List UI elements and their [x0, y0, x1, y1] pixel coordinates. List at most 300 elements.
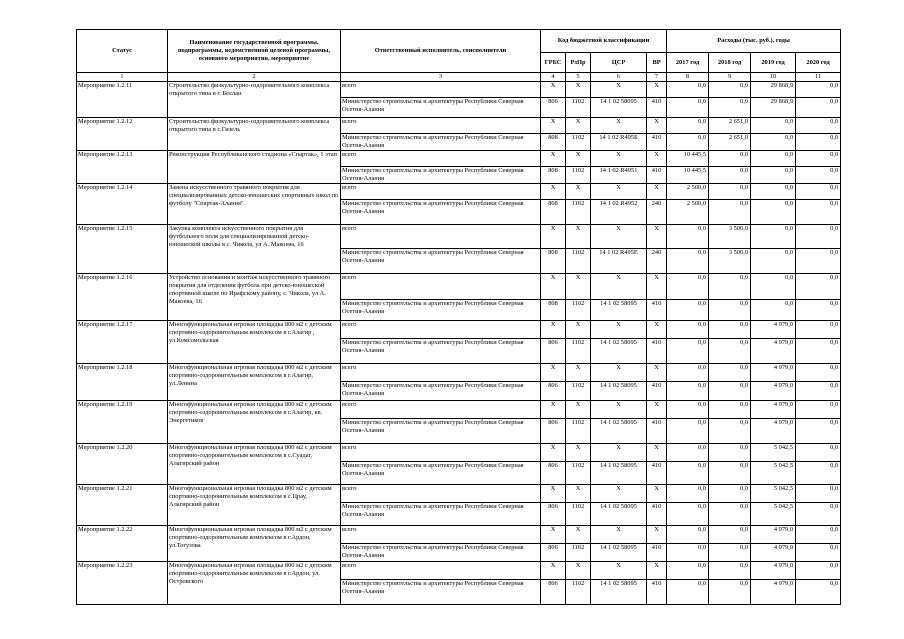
rzpr-cell: X	[566, 401, 591, 419]
document-page	[76, 29, 841, 605]
csr-cell: X	[591, 526, 647, 544]
expenses-table	[76, 29, 841, 605]
activity-name-cell: Многофункциональная игровая площадка 800 м2 с детским спортивно-оздоровительным комплексом в г.Ардон, ул. Островского	[168, 562, 341, 605]
y2018-cell: 0,0	[709, 200, 751, 225]
y2019-cell: 5 042,5	[751, 503, 796, 526]
executor-ministry-cell: Министерство строительства и архитектуры Республики Северная Осетия-Алания	[341, 580, 541, 605]
y2019-cell: 0,0	[751, 134, 796, 151]
status-cell: Мероприятие 1.2.15	[77, 225, 168, 274]
grbs-cell: X	[541, 274, 566, 300]
y2020-cell: 0,0	[796, 503, 841, 526]
executor-ministry-cell: Министерство строительства и архитектуры Республики Северная Осетия-Алания	[341, 98, 541, 118]
y2020-cell: 0,0	[796, 200, 841, 225]
grbs-cell: 806	[541, 544, 566, 562]
csr-cell: 14 1 02 58095	[591, 419, 647, 444]
header-vr: ВР	[647, 53, 667, 73]
y2020-cell: 0,0	[796, 485, 841, 503]
y2017-cell: 2 500,0	[667, 200, 709, 225]
y2017-cell: 0,0	[667, 98, 709, 118]
y2018-cell: 0,0	[709, 382, 751, 401]
y2020-cell: 0,0	[796, 321, 841, 339]
rzpr-cell: 1102	[566, 249, 591, 274]
table-row	[77, 321, 841, 339]
executor-total-cell: всего	[341, 364, 541, 382]
y2017-cell: 0,0	[667, 580, 709, 605]
grbs-cell: X	[541, 562, 566, 580]
y2017-cell: 0,0	[667, 419, 709, 444]
executor-ministry-cell: Министерство строительства и архитектуры Республики Северная Осетия-Алания	[341, 167, 541, 184]
y2020-cell: 0,0	[796, 419, 841, 444]
header-status: Статус	[77, 30, 168, 73]
rzpr-cell: X	[566, 444, 591, 462]
column-number-cell: 7	[647, 73, 667, 82]
y2018-cell: 3 500,0	[709, 249, 751, 274]
y2019-cell: 0,0	[751, 151, 796, 167]
csr-cell: 14 1 02 58095	[591, 300, 647, 321]
y2018-cell: 0,0	[709, 503, 751, 526]
csr-cell: X	[591, 274, 647, 300]
csr-cell: X	[591, 118, 647, 134]
y2019-cell: 29 868,9	[751, 98, 796, 118]
y2017-cell: 0,0	[667, 544, 709, 562]
y2018-cell: 0,0	[709, 167, 751, 184]
y2017-cell: 0,0	[667, 82, 709, 98]
header-2017: 2017 год	[667, 53, 709, 73]
header-2018: 2018 год	[709, 53, 751, 73]
rzpr-cell: 1102	[566, 167, 591, 184]
header-2019: 2019 год	[751, 53, 796, 73]
y2020-cell: 0,0	[796, 382, 841, 401]
column-number-cell: 11	[796, 73, 841, 82]
y2020-cell: 0,0	[796, 300, 841, 321]
activity-name-cell: Строительство физкультурно-оздоровительного комплекса открытого типа в с.Гизель	[168, 118, 341, 151]
status-cell: Мероприятие 1.2.22	[77, 526, 168, 562]
y2017-cell: 0,0	[667, 485, 709, 503]
y2019-cell: 0,0	[751, 118, 796, 134]
vr-cell: X	[647, 274, 667, 300]
csr-cell: 14 1 02 58095	[591, 382, 647, 401]
y2018-cell: 2 651,0	[709, 134, 751, 151]
column-number-cell: 10	[751, 73, 796, 82]
y2017-cell: 0,0	[667, 364, 709, 382]
y2017-cell: 0,0	[667, 462, 709, 485]
y2018-cell: 0,0	[709, 462, 751, 485]
grbs-cell: 806	[541, 419, 566, 444]
activity-name-cell: Реконструкция Республиканского стадиона «Спартак», 1 этап	[168, 151, 341, 184]
y2020-cell: 0,0	[796, 526, 841, 544]
y2019-cell: 5 042,5	[751, 444, 796, 462]
status-cell: Мероприятие 1.2.12	[77, 118, 168, 151]
vr-cell: 240	[647, 200, 667, 225]
vr-cell: X	[647, 485, 667, 503]
rzpr-cell: 1102	[566, 134, 591, 151]
csr-cell: 14 1 02 58095	[591, 580, 647, 605]
rzpr-cell: X	[566, 118, 591, 134]
csr-cell: X	[591, 82, 647, 98]
grbs-cell: X	[541, 444, 566, 462]
executor-total-cell: всего	[341, 526, 541, 544]
vr-cell: X	[647, 321, 667, 339]
header-2020: 2020 год	[796, 53, 841, 73]
executor-ministry-cell: Министерство строительства и архитектуры Республики Северная Осетия-Алания	[341, 200, 541, 225]
activity-name-cell: Строительство физкультурно-оздоровительного комплекса открытого типа в г. Беслан	[168, 82, 341, 118]
y2020-cell: 0,0	[796, 167, 841, 184]
executor-total-cell: всего	[341, 444, 541, 462]
vr-cell: 410	[647, 419, 667, 444]
status-cell: Мероприятие 1.2.23	[77, 562, 168, 605]
rzpr-cell: X	[566, 225, 591, 249]
activity-name-cell: Многофункциональная игровая площадка 800 м2 с детским спортивно-оздоровительным комплексом в г.Алагир, ул.Ленина	[168, 364, 341, 401]
csr-cell: X	[591, 225, 647, 249]
vr-cell: 410	[647, 544, 667, 562]
rzpr-cell: 1102	[566, 503, 591, 526]
table-row	[77, 401, 841, 419]
csr-cell: X	[591, 485, 647, 503]
y2017-cell: 10 445,5	[667, 167, 709, 184]
vr-cell: X	[647, 82, 667, 98]
status-cell: Мероприятие 1.2.18	[77, 364, 168, 401]
rzpr-cell: 1102	[566, 98, 591, 118]
y2017-cell: 0,0	[667, 134, 709, 151]
csr-cell: X	[591, 444, 647, 462]
executor-total-cell: всего	[341, 274, 541, 300]
activity-name-cell: Многофункциональная игровая площадка 800 м2 с детским спортивно-оздоровительным комплексом в г.Ардон, ул.Тогузова	[168, 526, 341, 562]
executor-ministry-cell: Министерство строительства и архитектуры Республики Северная Осетия-Алания	[341, 339, 541, 364]
table-row	[77, 364, 841, 382]
vr-cell: 410	[647, 300, 667, 321]
grbs-cell: X	[541, 225, 566, 249]
grbs-cell: X	[541, 118, 566, 134]
status-cell: Мероприятие 1.2.17	[77, 321, 168, 364]
y2019-cell: 4 979,0	[751, 580, 796, 605]
grbs-cell: X	[541, 82, 566, 98]
y2019-cell: 4 979,0	[751, 419, 796, 444]
vr-cell: X	[647, 184, 667, 200]
csr-cell: 14 1 02 58095	[591, 544, 647, 562]
rzpr-cell: X	[566, 274, 591, 300]
y2020-cell: 0,0	[796, 151, 841, 167]
executor-ministry-cell: Министерство строительства и архитектуры Республики Северная Осетия-Алания	[341, 134, 541, 151]
y2020-cell: 0,0	[796, 364, 841, 382]
y2019-cell: 0,0	[751, 200, 796, 225]
y2019-cell: 4 979,0	[751, 526, 796, 544]
csr-cell: 14 1 02 R4952	[591, 200, 647, 225]
vr-cell: X	[647, 526, 667, 544]
vr-cell: X	[647, 225, 667, 249]
y2019-cell: 0,0	[751, 300, 796, 321]
column-number-cell: 2	[168, 73, 341, 82]
header-executor: Ответственный исполнитель, соисполнители	[341, 30, 541, 73]
rzpr-cell: X	[566, 151, 591, 167]
executor-ministry-cell: Министерство строительства и архитектуры Республики Северная Осетия-Алания	[341, 300, 541, 321]
csr-cell: X	[591, 364, 647, 382]
y2020-cell: 0,0	[796, 225, 841, 249]
executor-ministry-cell: Министерство строительства и архитектуры Республики Северная Осетия-Алания	[341, 462, 541, 485]
vr-cell: 410	[647, 167, 667, 184]
grbs-cell: 806	[541, 462, 566, 485]
header-csr: ЦСР	[591, 53, 647, 73]
y2020-cell: 0,0	[796, 274, 841, 300]
table-row	[77, 225, 841, 249]
table-body	[77, 82, 841, 605]
table-row	[77, 151, 841, 167]
vr-cell: X	[647, 151, 667, 167]
grbs-cell: 808	[541, 134, 566, 151]
y2018-cell: 0,0	[709, 444, 751, 462]
activity-name-cell: Закупка комплекта искусственного покрытия для футбольного поля для специализированной детско-юношеской школы в с. Чикола, ул А. Макоева, 16	[168, 225, 341, 274]
vr-cell: 410	[647, 134, 667, 151]
executor-ministry-cell: Министерство строительства и архитектуры Республики Северная Осетия-Алания	[341, 249, 541, 274]
activity-name-cell: Замена искусственного травяного покрытия для специализированных детско-юношеских спортивных школ по футболу "Спартак-Алания"	[168, 184, 341, 225]
y2020-cell: 0,0	[796, 118, 841, 134]
grbs-cell: X	[541, 184, 566, 200]
csr-cell: X	[591, 151, 647, 167]
header-expenses: Расходы (тыс. руб.), годы	[667, 30, 841, 53]
status-cell: Мероприятие 1.2.19	[77, 401, 168, 444]
grbs-cell: 806	[541, 382, 566, 401]
column-number-cell: 1	[77, 73, 168, 82]
rzpr-cell: 1102	[566, 419, 591, 444]
activity-name-cell: Многофункциональная игровая площадка 800 м2 с детским спортивно-оздоровительным комплексом в с.Суадаг, Алагирский район	[168, 444, 341, 485]
y2019-cell: 4 979,0	[751, 544, 796, 562]
rzpr-cell: 1102	[566, 462, 591, 485]
status-cell: Мероприятие 1.2.21	[77, 485, 168, 526]
executor-ministry-cell: Министерство строительства и архитектуры Республики Северная Осетия-Алания	[341, 382, 541, 401]
y2018-cell: 0,0	[709, 98, 751, 118]
y2019-cell: 4 979,0	[751, 321, 796, 339]
y2018-cell: 0,0	[709, 184, 751, 200]
y2018-cell: 0,0	[709, 339, 751, 364]
status-cell: Мероприятие 1.2.13	[77, 151, 168, 184]
rzpr-cell: X	[566, 364, 591, 382]
rzpr-cell: 1102	[566, 382, 591, 401]
y2018-cell: 0,0	[709, 82, 751, 98]
y2017-cell: 0,0	[667, 118, 709, 134]
column-number-cell: 6	[591, 73, 647, 82]
y2020-cell: 0,0	[796, 98, 841, 118]
header-grbs: ГРБС	[541, 53, 566, 73]
activity-name-cell: Устройство основания и монтаж искусственного травяного покрытия для отделения футбола при детско-юношеской спортивной школе по Ирафскому району, с. Чикола, ул А. Макоева, 16	[168, 274, 341, 321]
y2018-cell: 3 500,0	[709, 225, 751, 249]
vr-cell: X	[647, 118, 667, 134]
grbs-cell: 806	[541, 580, 566, 605]
y2018-cell: 0,0	[709, 300, 751, 321]
column-number-cell: 9	[709, 73, 751, 82]
csr-cell: X	[591, 184, 647, 200]
csr-cell: 14 1 02 R495Б	[591, 134, 647, 151]
rzpr-cell: X	[566, 485, 591, 503]
y2018-cell: 0,0	[709, 526, 751, 544]
vr-cell: X	[647, 364, 667, 382]
grbs-cell: X	[541, 364, 566, 382]
y2017-cell: 0,0	[667, 503, 709, 526]
executor-total-cell: всего	[341, 118, 541, 134]
y2017-cell: 0,0	[667, 526, 709, 544]
y2020-cell: 0,0	[796, 580, 841, 605]
executor-ministry-cell: Министерство строительства и архитектуры Республики Северная Осетия-Алания	[341, 503, 541, 526]
y2019-cell: 0,0	[751, 274, 796, 300]
vr-cell: 240	[647, 249, 667, 274]
activity-name-cell: Многофункциональная игровая площадка 800 м2 с детским спортивно-оздоровительным комплексом в г.Алагир, кв. Энергетиков	[168, 401, 341, 444]
rzpr-cell: X	[566, 526, 591, 544]
y2020-cell: 0,0	[796, 339, 841, 364]
rzpr-cell: X	[566, 321, 591, 339]
y2018-cell: 0,0	[709, 544, 751, 562]
y2018-cell: 0,0	[709, 364, 751, 382]
csr-cell: 14 1 02 58095	[591, 98, 647, 118]
y2017-cell: 10 445,5	[667, 151, 709, 167]
y2020-cell: 0,0	[796, 462, 841, 485]
y2020-cell: 0,0	[796, 134, 841, 151]
csr-cell: 14 1 02 58095	[591, 339, 647, 364]
y2019-cell: 5 042,5	[751, 485, 796, 503]
y2020-cell: 0,0	[796, 562, 841, 580]
rzpr-cell: 1102	[566, 544, 591, 562]
grbs-cell: 806	[541, 98, 566, 118]
rzpr-cell: 1102	[566, 300, 591, 321]
executor-total-cell: всего	[341, 562, 541, 580]
executor-ministry-cell: Министерство строительства и архитектуры Республики Северная Осетия-Алания	[341, 419, 541, 444]
table-row	[77, 82, 841, 98]
csr-cell: X	[591, 321, 647, 339]
table-row	[77, 562, 841, 580]
column-number-cell: 3	[341, 73, 541, 82]
y2017-cell: 0,0	[667, 444, 709, 462]
csr-cell: 14 1 02 R495E	[591, 249, 647, 274]
grbs-cell: X	[541, 401, 566, 419]
y2018-cell: 0,0	[709, 401, 751, 419]
y2018-cell: 0,0	[709, 485, 751, 503]
csr-cell: X	[591, 562, 647, 580]
vr-cell: X	[647, 562, 667, 580]
grbs-cell: 808	[541, 300, 566, 321]
status-cell: Мероприятие 1.2.11	[77, 82, 168, 118]
header-budget-code: Код бюджетной классификации	[541, 30, 667, 53]
executor-total-cell: всего	[341, 225, 541, 249]
vr-cell: 410	[647, 580, 667, 605]
activity-name-cell: Многофункциональная игровая площадка 800 м2 с детским спортивно-оздоровительным комплексом в с.Црау, Алагирский район	[168, 485, 341, 526]
status-cell: Мероприятие 1.2.20	[77, 444, 168, 485]
csr-cell: 14 1 02 58095	[591, 462, 647, 485]
y2018-cell: 0,0	[709, 274, 751, 300]
y2018-cell: 2 651,0	[709, 118, 751, 134]
rzpr-cell: X	[566, 562, 591, 580]
vr-cell: 410	[647, 462, 667, 485]
csr-cell: 14 1 02 R4951	[591, 167, 647, 184]
table-row	[77, 184, 841, 200]
y2017-cell: 0,0	[667, 562, 709, 580]
y2018-cell: 0,0	[709, 419, 751, 444]
y2019-cell: 0,0	[751, 184, 796, 200]
grbs-cell: 808	[541, 167, 566, 184]
y2018-cell: 0,0	[709, 151, 751, 167]
csr-cell: X	[591, 401, 647, 419]
grbs-cell: 808	[541, 200, 566, 225]
executor-total-cell: всего	[341, 401, 541, 419]
y2020-cell: 0,0	[796, 249, 841, 274]
rzpr-cell: 1102	[566, 580, 591, 605]
rzpr-cell: X	[566, 82, 591, 98]
vr-cell: X	[647, 444, 667, 462]
rzpr-cell: X	[566, 184, 591, 200]
vr-cell: 410	[647, 339, 667, 364]
vr-cell: 410	[647, 382, 667, 401]
table-row	[77, 274, 841, 300]
y2020-cell: 0,0	[796, 184, 841, 200]
y2017-cell: 0,0	[667, 339, 709, 364]
grbs-cell: X	[541, 151, 566, 167]
y2019-cell: 5 042,5	[751, 462, 796, 485]
table-row	[77, 118, 841, 134]
y2018-cell: 0,0	[709, 580, 751, 605]
y2019-cell: 4 979,0	[751, 401, 796, 419]
grbs-cell: 806	[541, 339, 566, 364]
y2017-cell: 0,0	[667, 274, 709, 300]
table-row	[77, 526, 841, 544]
vr-cell: X	[647, 401, 667, 419]
y2017-cell: 0,0	[667, 382, 709, 401]
header-name: Наименование государственной программы, подпрограммы, ведомственной целевой программы, основного мероприятия, мероприятие	[168, 30, 341, 73]
y2019-cell: 4 979,0	[751, 339, 796, 364]
grbs-cell: X	[541, 526, 566, 544]
rzpr-cell: 1102	[566, 339, 591, 364]
status-cell: Мероприятие 1.2.16	[77, 274, 168, 321]
column-number-cell: 4	[541, 73, 566, 82]
y2019-cell: 29 868,9	[751, 82, 796, 98]
y2019-cell: 0,0	[751, 225, 796, 249]
y2020-cell: 0,0	[796, 82, 841, 98]
y2017-cell: 0,0	[667, 300, 709, 321]
grbs-cell: 808	[541, 249, 566, 274]
y2017-cell: 0,0	[667, 401, 709, 419]
column-numbers-row	[77, 73, 841, 82]
y2018-cell: 0,0	[709, 321, 751, 339]
y2019-cell: 0,0	[751, 167, 796, 184]
column-number-cell: 5	[566, 73, 591, 82]
y2020-cell: 0,0	[796, 444, 841, 462]
table-row	[77, 485, 841, 503]
y2017-cell: 2 500,0	[667, 184, 709, 200]
executor-total-cell: всего	[341, 82, 541, 98]
grbs-cell: X	[541, 321, 566, 339]
y2020-cell: 0,0	[796, 401, 841, 419]
y2017-cell: 0,0	[667, 321, 709, 339]
executor-ministry-cell: Министерство строительства и архитектуры Республики Северная Осетия-Алания	[341, 544, 541, 562]
y2019-cell: 4 979,0	[751, 364, 796, 382]
grbs-cell: 806	[541, 503, 566, 526]
status-cell: Мероприятие 1.2.14	[77, 184, 168, 225]
grbs-cell: X	[541, 485, 566, 503]
vr-cell: 410	[647, 98, 667, 118]
header-rzpr: РзПр	[566, 53, 591, 73]
executor-total-cell: всего	[341, 321, 541, 339]
y2019-cell: 4 979,0	[751, 382, 796, 401]
table-row	[77, 444, 841, 462]
y2017-cell: 0,0	[667, 225, 709, 249]
activity-name-cell: Многофункциональная игровая площадка 800 м2 с детским спортивно-оздоровительным комплексом в г.Алагир , ул.Комсомольская	[168, 321, 341, 364]
y2017-cell: 0,0	[667, 249, 709, 274]
y2019-cell: 4 979,0	[751, 562, 796, 580]
executor-total-cell: всего	[341, 184, 541, 200]
executor-total-cell: всего	[341, 151, 541, 167]
vr-cell: 410	[647, 503, 667, 526]
y2018-cell: 0,0	[709, 562, 751, 580]
executor-total-cell: всего	[341, 485, 541, 503]
column-number-cell: 8	[667, 73, 709, 82]
y2019-cell: 0,0	[751, 249, 796, 274]
y2020-cell: 0,0	[796, 544, 841, 562]
rzpr-cell: 1102	[566, 200, 591, 225]
